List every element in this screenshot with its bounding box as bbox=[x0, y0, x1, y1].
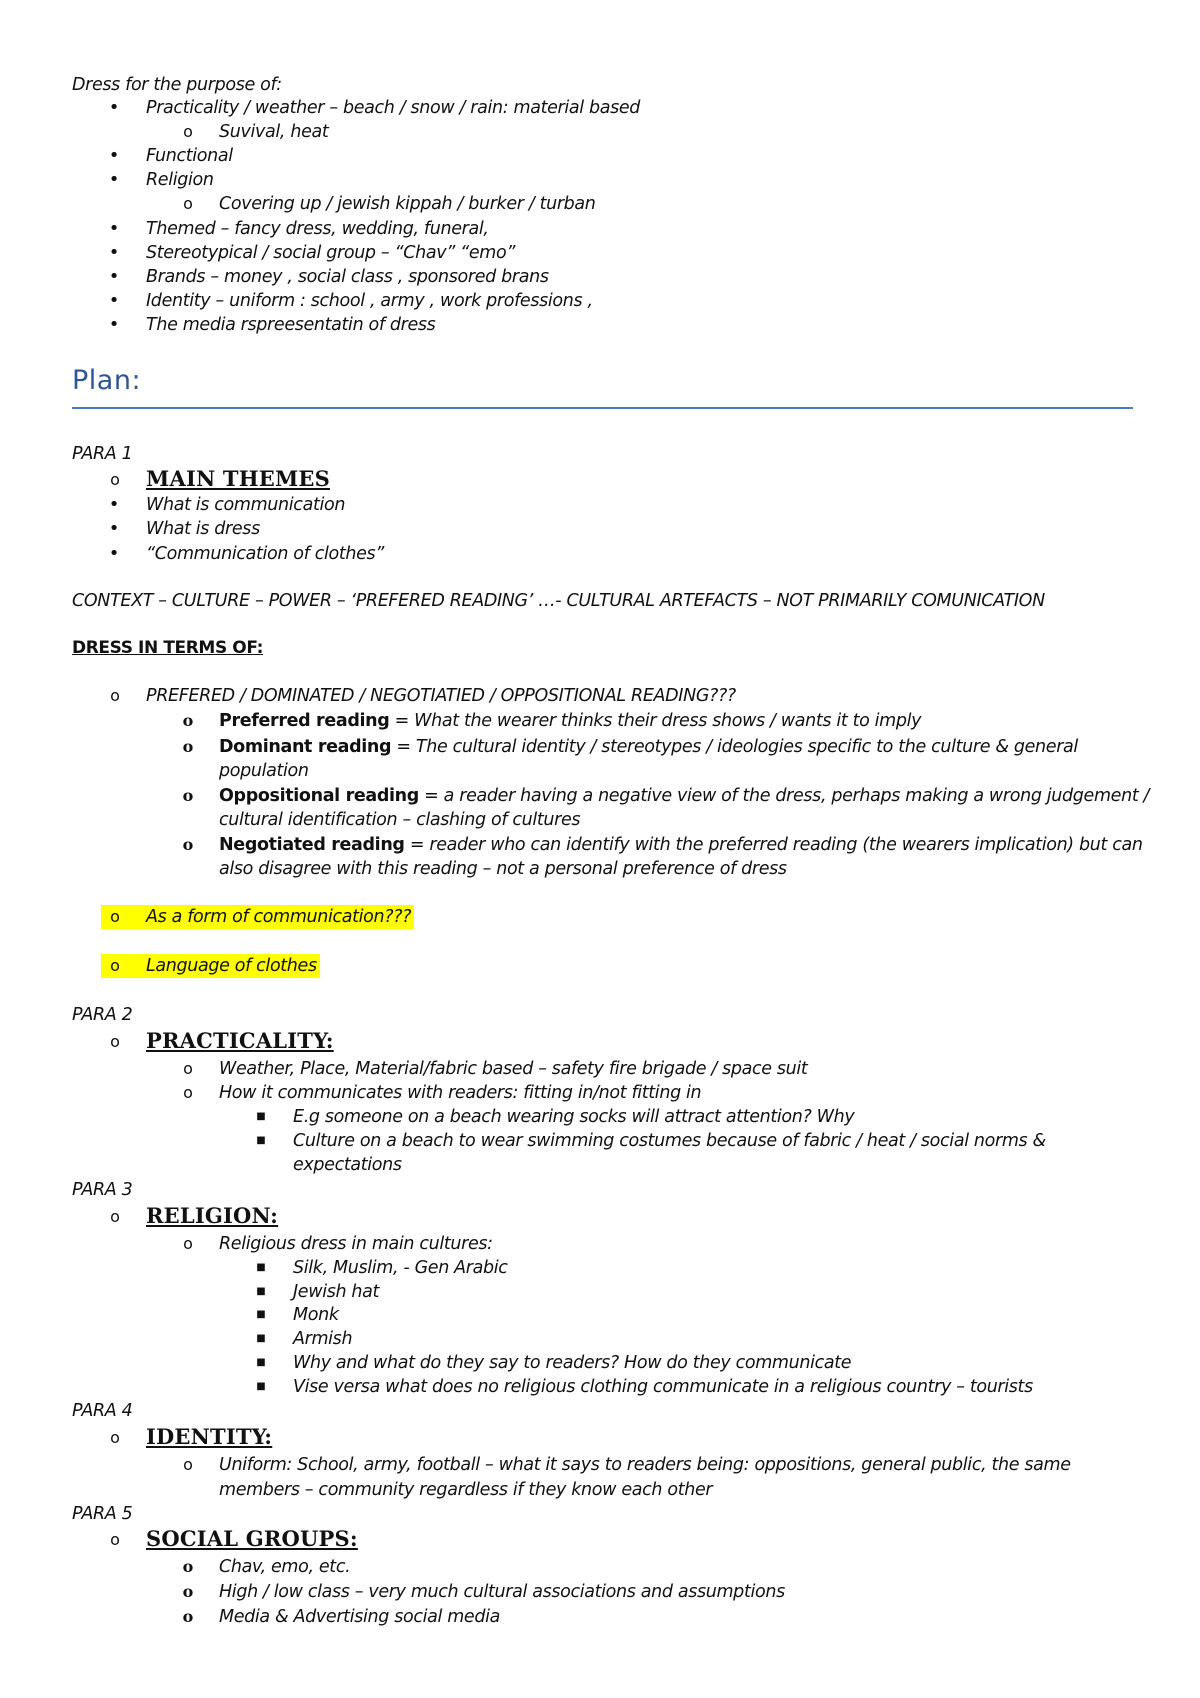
para3-subitem: Armish bbox=[293, 1329, 353, 1349]
para3-subitem: Why and what do they say to readers? How do they communicate bbox=[293, 1353, 852, 1373]
bullet-icon: • bbox=[108, 314, 120, 335]
para4-item: Uniform: School, army, football – what it says to readers being: oppositions, general public, the same bbox=[219, 1455, 1071, 1475]
para5-item: High / low class – very much cultural associations and assumptions bbox=[219, 1582, 785, 1602]
para-label: PARA 5 bbox=[72, 1504, 133, 1524]
circle-bullet-icon: o bbox=[182, 737, 194, 756]
para3-item: Religious dress in main cultures: bbox=[219, 1234, 493, 1254]
para2-subitem: E.g someone on a beach wearing socks will attract attention? Why bbox=[293, 1107, 855, 1127]
circle-bullet-icon: o bbox=[183, 194, 193, 213]
para2-item: How it communicates with readers: fitting in/not fitting in bbox=[219, 1083, 702, 1103]
square-bullet-icon: ■ bbox=[256, 1309, 266, 1320]
square-bullet-icon: ■ bbox=[256, 1262, 266, 1273]
reading-definition-cont: also disagree with this reading – not a personal preference of dress bbox=[219, 859, 787, 879]
para-label: PARA 3 bbox=[72, 1180, 133, 1200]
circle-bullet-icon: o bbox=[110, 1032, 120, 1051]
square-bullet-icon: ■ bbox=[256, 1333, 266, 1344]
para1-item: What is dress bbox=[146, 519, 260, 539]
plan-heading: Plan: bbox=[72, 365, 142, 396]
circle-bullet-icon: o bbox=[110, 686, 120, 705]
circle-bullet-icon: o bbox=[183, 122, 193, 141]
circle-bullet-icon: o bbox=[182, 1557, 194, 1576]
para1-item: “Communication of clothes” bbox=[146, 544, 384, 564]
para5-item: Chav, emo, etc. bbox=[219, 1557, 351, 1577]
intro-subitem: Suvival, heat bbox=[219, 122, 329, 142]
reading-definition: = reader who can identify with the preferred reading (the wearers implication) but can bbox=[404, 835, 1143, 855]
bullet-icon: • bbox=[108, 494, 120, 515]
intro-item: Functional bbox=[146, 146, 233, 166]
circle-bullet-icon: o bbox=[110, 1207, 120, 1226]
para3-subitem: Monk bbox=[293, 1305, 339, 1325]
circle-bullet-icon: o bbox=[110, 1428, 120, 1447]
bullet-icon: • bbox=[108, 218, 120, 239]
reading-item bbox=[219, 736, 1078, 758]
highlight-item: Language of clothes bbox=[146, 956, 317, 976]
circle-bullet-icon: o bbox=[183, 1083, 193, 1102]
circle-bullet-icon: o bbox=[110, 1530, 120, 1549]
intro-item: Practicality / weather – beach / snow / rain: material based bbox=[146, 98, 641, 118]
intro-item: Brands – money , social class , sponsored brans bbox=[146, 267, 549, 287]
circle-bullet-icon: o bbox=[182, 786, 194, 805]
circle-bullet-icon: o bbox=[183, 1455, 193, 1474]
para1-item: What is communication bbox=[146, 495, 346, 515]
square-bullet-icon: ■ bbox=[256, 1381, 266, 1392]
bullet-icon: • bbox=[108, 242, 120, 263]
intro-item: Identity – uniform : school , army , work professions , bbox=[146, 291, 593, 311]
intro-item: Religion bbox=[146, 170, 214, 190]
reading-definition-cont: population bbox=[219, 761, 309, 781]
para2-item: Weather, Place, Material/fabric based – safety fire brigade / space suit bbox=[219, 1059, 808, 1079]
intro-item: Stereotypical / social group – “Chav” “emo” bbox=[146, 243, 516, 263]
circle-bullet-icon: o bbox=[182, 835, 194, 854]
bullet-icon: • bbox=[108, 145, 120, 166]
para3-subitem: Jewish hat bbox=[293, 1282, 380, 1302]
circle-bullet-icon: o bbox=[182, 1582, 194, 1601]
section-heading: PRACTICALITY: bbox=[146, 1028, 334, 1053]
square-bullet-icon: ■ bbox=[256, 1286, 266, 1297]
readings-question: PREFERED / DOMINATED / NEGOTIATIED / OPPOSITIONAL READING??? bbox=[146, 686, 736, 706]
intro-item: Themed – fancy dress, wedding, funeral, bbox=[146, 219, 489, 239]
para2-subitem-cont: expectations bbox=[293, 1155, 402, 1175]
circle-bullet-icon: o bbox=[110, 470, 120, 489]
heading-rule bbox=[72, 407, 1133, 409]
section-heading: SOCIAL GROUPS: bbox=[146, 1526, 358, 1551]
bullet-icon: • bbox=[108, 97, 120, 118]
circle-bullet-icon: o bbox=[110, 907, 120, 926]
reading-definition: = What the wearer thinks their dress shows / wants it to imply bbox=[389, 711, 922, 731]
bullet-icon: • bbox=[108, 169, 120, 190]
reading-definition: = The cultural identity / stereotypes / ideologies specific to the culture & general bbox=[391, 737, 1078, 757]
para5-item: Media & Advertising social media bbox=[219, 1607, 500, 1627]
circle-bullet-icon: o bbox=[183, 1234, 193, 1253]
bullet-icon: • bbox=[108, 266, 120, 287]
para-label: PARA 4 bbox=[72, 1401, 133, 1421]
square-bullet-icon: ■ bbox=[256, 1135, 266, 1146]
reading-term: Negotiated reading bbox=[219, 835, 405, 855]
circle-bullet-icon: o bbox=[183, 1059, 193, 1078]
bullet-icon: • bbox=[108, 543, 120, 564]
dress-terms-heading: DRESS IN TERMS OF: bbox=[72, 638, 264, 658]
para3-subitem: Silk, Muslim, - Gen Arabic bbox=[293, 1258, 508, 1278]
intro-subitem: Covering up / jewish kippah / burker / turban bbox=[219, 194, 596, 214]
para3-subitem: Vise versa what does no religious clothing communicate in a religious country – tourists bbox=[293, 1377, 1033, 1397]
intro-item: The media rspreesentatin of dress bbox=[146, 315, 436, 335]
square-bullet-icon: ■ bbox=[256, 1111, 266, 1122]
circle-bullet-icon: o bbox=[182, 1607, 194, 1626]
bullet-icon: • bbox=[108, 518, 120, 539]
reading-item bbox=[219, 710, 921, 732]
reading-term: Dominant reading bbox=[219, 737, 392, 757]
para4-item-cont: members – community regardless if they know each other bbox=[219, 1480, 713, 1500]
context-line: CONTEXT – CULTURE – POWER – ‘PREFERED READING’ …- CULTURAL ARTEFACTS – NOT PRIMARILY COMUNICATION bbox=[72, 591, 1045, 611]
reading-definition: = a reader having a negative view of the dress, perhaps making a wrong judgement / bbox=[418, 786, 1150, 806]
reading-term: Oppositional reading bbox=[219, 786, 419, 806]
section-heading: MAIN THEMES bbox=[146, 466, 330, 491]
highlight-item: As a form of communication??? bbox=[146, 907, 412, 927]
para-label: PARA 2 bbox=[72, 1005, 133, 1025]
intro-title: Dress for the purpose of: bbox=[72, 75, 282, 95]
para-label: PARA 1 bbox=[72, 444, 133, 464]
reading-item bbox=[219, 785, 1149, 807]
bullet-icon: • bbox=[108, 290, 120, 311]
square-bullet-icon: ■ bbox=[256, 1357, 266, 1368]
reading-item bbox=[219, 834, 1143, 856]
reading-term: Preferred reading bbox=[219, 711, 390, 731]
section-heading: RELIGION: bbox=[146, 1203, 279, 1228]
reading-definition-cont: cultural identification – clashing of cultures bbox=[219, 810, 581, 830]
para2-subitem: Culture on a beach to wear swimming costumes because of fabric / heat / social norms & bbox=[293, 1131, 1046, 1151]
section-heading: IDENTITY: bbox=[146, 1424, 273, 1449]
circle-bullet-icon: o bbox=[110, 956, 120, 975]
circle-bullet-icon: o bbox=[182, 711, 194, 730]
